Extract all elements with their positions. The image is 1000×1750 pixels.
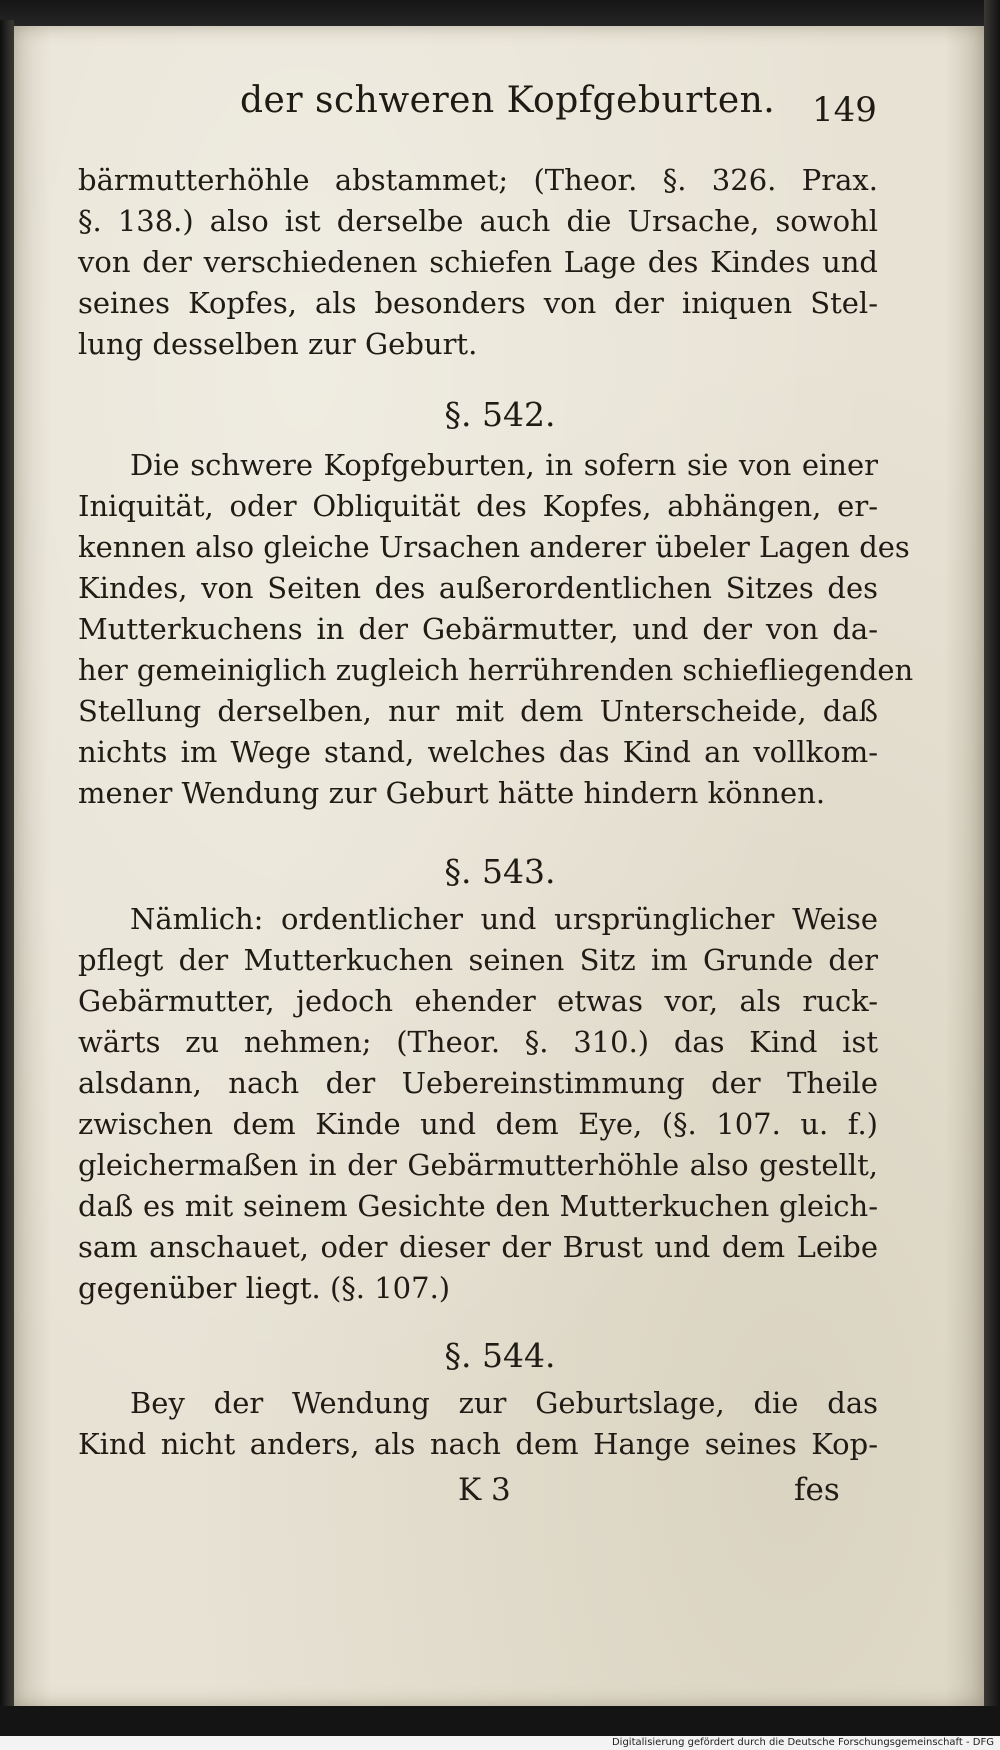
section-heading-542: §. 542. [444, 395, 556, 434]
text-line: kennen also gleiche Ursachen anderer übeler Lagen des [78, 530, 910, 564]
text-line: von der verschiedenen schiefen Lage des Kindes und [78, 245, 878, 279]
text-line: gleichermaßen in der Gebärmutterhöhle also gestellt, [78, 1148, 878, 1182]
text-line: Gebärmutter, jedoch ehender etwas vor, als ruck- [78, 984, 878, 1018]
scan-top-edge [0, 0, 1000, 28]
text-line: Die schwere Kopfgeburten, in sofern sie von einer [130, 448, 878, 482]
text-line: gegenüber liegt. (§. 107.) [78, 1271, 451, 1305]
text-line: zwischen dem Kinde und dem Eye, (§. 107. u. f.) [78, 1107, 878, 1141]
text-line: Nämlich: ordentlicher und ursprünglicher Weise [130, 902, 878, 936]
text-line: daß es mit seinem Gesichte den Mutterkuchen gleich- [78, 1189, 878, 1223]
section-543-paragraph [78, 899, 878, 1309]
section-544-paragraph [78, 1383, 878, 1465]
text-line: mener Wendung zur Geburt hätte hindern können. [78, 776, 826, 810]
section-542-paragraph [78, 445, 914, 814]
section-heading-544: §. 544. [444, 1336, 556, 1375]
text-line: nichts im Wege stand, welches das Kind an vollkom- [78, 735, 878, 769]
scan-bottom-edge [0, 1706, 1000, 1736]
text-line: wärts zu nehmen; (Theor. §. 310.) das Kind ist [78, 1025, 878, 1059]
text-line: §. 138.) also ist derselbe auch die Ursache, sowohl [78, 204, 878, 238]
section-heading-543: §. 543. [444, 852, 556, 891]
text-line: Mutterkuchens in der Gebärmutter, und der von da- [78, 612, 878, 646]
text-line: Kindes, von Seiten des außerordentlichen Sitzes des [78, 571, 878, 605]
digitization-credit: Digitalisierung gefördert durch die Deutsche Forschungsgemeinschaft - DFG [611, 1737, 994, 1748]
running-title: der schweren Kopfgeburten. [240, 80, 776, 121]
text-line: sam anschauet, oder dieser der Brust und dem Leibe [78, 1230, 878, 1264]
page-number: 149 [812, 90, 877, 130]
intro-paragraph [78, 160, 878, 365]
text-line: Stellung derselben, nur mit dem Unterscheide, daß [78, 694, 878, 728]
text-line: her gemeiniglich zugleich herrührenden schiefliegenden [78, 653, 914, 687]
text-line: seines Kopfes, als besonders von der iniquen Stel- [78, 286, 878, 320]
signature-mark: K 3 [458, 1472, 511, 1508]
text-line: Bey der Wendung zur Geburtslage, die das [130, 1386, 878, 1420]
text-line: bärmutterhöhle abstammet; (Theor. §. 326. Prax. [78, 163, 878, 197]
text-line: Kind nicht anders, als nach dem Hange seines Kop- [78, 1427, 878, 1461]
catchword: fes [794, 1472, 840, 1508]
text-line: lung desselben zur Geburt. [78, 327, 478, 361]
text-line: pflegt der Mutterkuchen seinen Sitz im Grunde der [78, 943, 878, 977]
text-line: alsdann, nach der Uebereinstimmung der Theile [78, 1066, 878, 1100]
text-line: Iniquität, oder Obliquität des Kopfes, abhängen, er- [78, 489, 878, 523]
